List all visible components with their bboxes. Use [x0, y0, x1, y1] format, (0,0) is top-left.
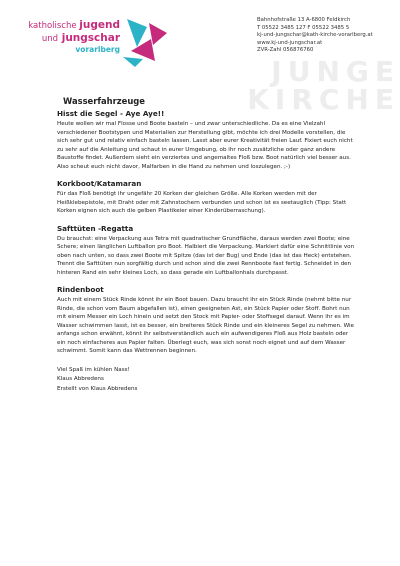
section-text: Für das Floß benötigt ihr ungefähr 20 Korken der gleichen Größe. Alle Korken werden mit der Heißklebepistole, mit Draht oder mit Zahnstochern verbunden und schon ist es seetauglich (Tipp: Statt Korken eignen sich auch die gelben Plastikeier einer Kinderüberraschung). — [57, 191, 347, 214]
logo — [25, 17, 230, 69]
contact-website: www.kj-und-jungschar.at — [257, 39, 323, 46]
section-safttueten — [57, 223, 357, 278]
watermark: JUNGE KIRCHE — [247, 55, 400, 116]
logo-text — [25, 20, 120, 55]
logo-line3: vorarlberg — [75, 45, 120, 54]
logo-line2-small: und — [41, 34, 59, 44]
created-by-line: Erstellt von Klaus Abbredens — [57, 385, 138, 392]
section-heading: Korkboot/Katamaran — [57, 179, 142, 188]
footer — [57, 366, 357, 395]
logo-line1-small: katholische — [28, 21, 77, 31]
section-text: Du brauchst: eine Verpackung aus Tetra mit quadratischer Grundfläche, daraus werden zwei Boote; eine Schere; einen länglichen Luftballon pro Boot. Halbiert die Verpackung. Markiert dafür eine Schnittlinie von oben nach unten, so dass zwei Boote mit Spitze (das ist der Bug) und Ende (das ist das Heck) entstehen. Trennt die Safttüten nun sorgfältig durch und schon sind die zwei Rennboote fast fertig. Schneidet in den hinteren Rand ein sehr kleines Loch, so dass gerade ein Luftballonhals durchpasst. — [57, 235, 355, 276]
section-korkboot — [57, 178, 357, 216]
closing-line: Viel Spaß im kühlen Nass! — [57, 366, 130, 373]
document-title: Wasserfahrzeuge — [63, 96, 145, 106]
contact-line: T 05522 3485 127 F 05522 3485 5 — [257, 24, 350, 31]
logo-line2 — [25, 32, 120, 45]
section-rindenboot — [57, 284, 357, 356]
document-subtitle: Hisst die Segel - Aye Aye!! — [57, 109, 165, 118]
author-name: Klaus Abbredens — [57, 376, 104, 382]
contact-email: kj-und-jungschar@kath-kirche-vorarlberg.at — [257, 32, 373, 39]
contact-line: ZVR-Zahl 056876760 — [257, 47, 314, 54]
logo-line1 — [25, 20, 120, 32]
section-heading: Rindenboot — [57, 285, 104, 294]
document-body — [57, 96, 357, 394]
intro-paragraph: Heute wollen wir mal Flosse und Boote basteln – und zwar unterschiedliche. Da es eine Vielzahl verschiedener Bootstypen und Materialien zur Herstellung gibt, möchte ich drei Modelle vorstellen, die sich sehr gut und relativ einfach basteln lassen. Lasst aber eurer Kreativität freien Lauf. Fixiert euch nicht zu sehr auf die Anleitung und schaut in eurer Umgebung, ob ihr noch zusätzliche oder ganz andere Baustoffe findet. Außerdem sieht ein verziertes und angemaltes Floß bzw. Boot natürlich viel besser aus. Also scheut euch nicht davor, Malfarben in die Hand zu nehmen und loszulegen. ;-) — [57, 121, 353, 170]
logo-mark-icon — [121, 17, 169, 69]
logo-line2-bold: jungschar — [61, 32, 120, 44]
section-text: Auch mit einem Stück Rinde könnt ihr ein Boot bauen. Dazu braucht ihr ein Stück Rinde (nehmt bitte nur Rinde, die schon vom Baum abgefallen ist), einen geeigneten Ast, ein Stück Papier oder Stoff. Bohrt nun mit einem Messer ein Loch hinein und setzt den Stock mit Papier- oder Stoffsegel darauf. Wenn ihr es im Wasser schwimmen lasst, ist es besser, ein breiteres Stück Rinde und ein kleineres Segel zu nehmen. Wie anfangs schon erwähnt, könnt ihr selbstverständlich auch ein aufwendigeres Floß aus Holz basteln oder ein noch einfacheres aus Papier falten. Überlegt euch, was sich sonst noch eignet und auf dem Wasser schwimmt. Somit kann das Wettrennen beginnen. — [57, 297, 354, 354]
contact-line: Bahnhofstraße 13 A-6800 Feldkirch — [257, 17, 351, 23]
logo-line1-bold: jugend — [79, 19, 120, 31]
section-heading: Safttüten -Regatta — [57, 223, 134, 233]
contact-block — [257, 17, 397, 55]
